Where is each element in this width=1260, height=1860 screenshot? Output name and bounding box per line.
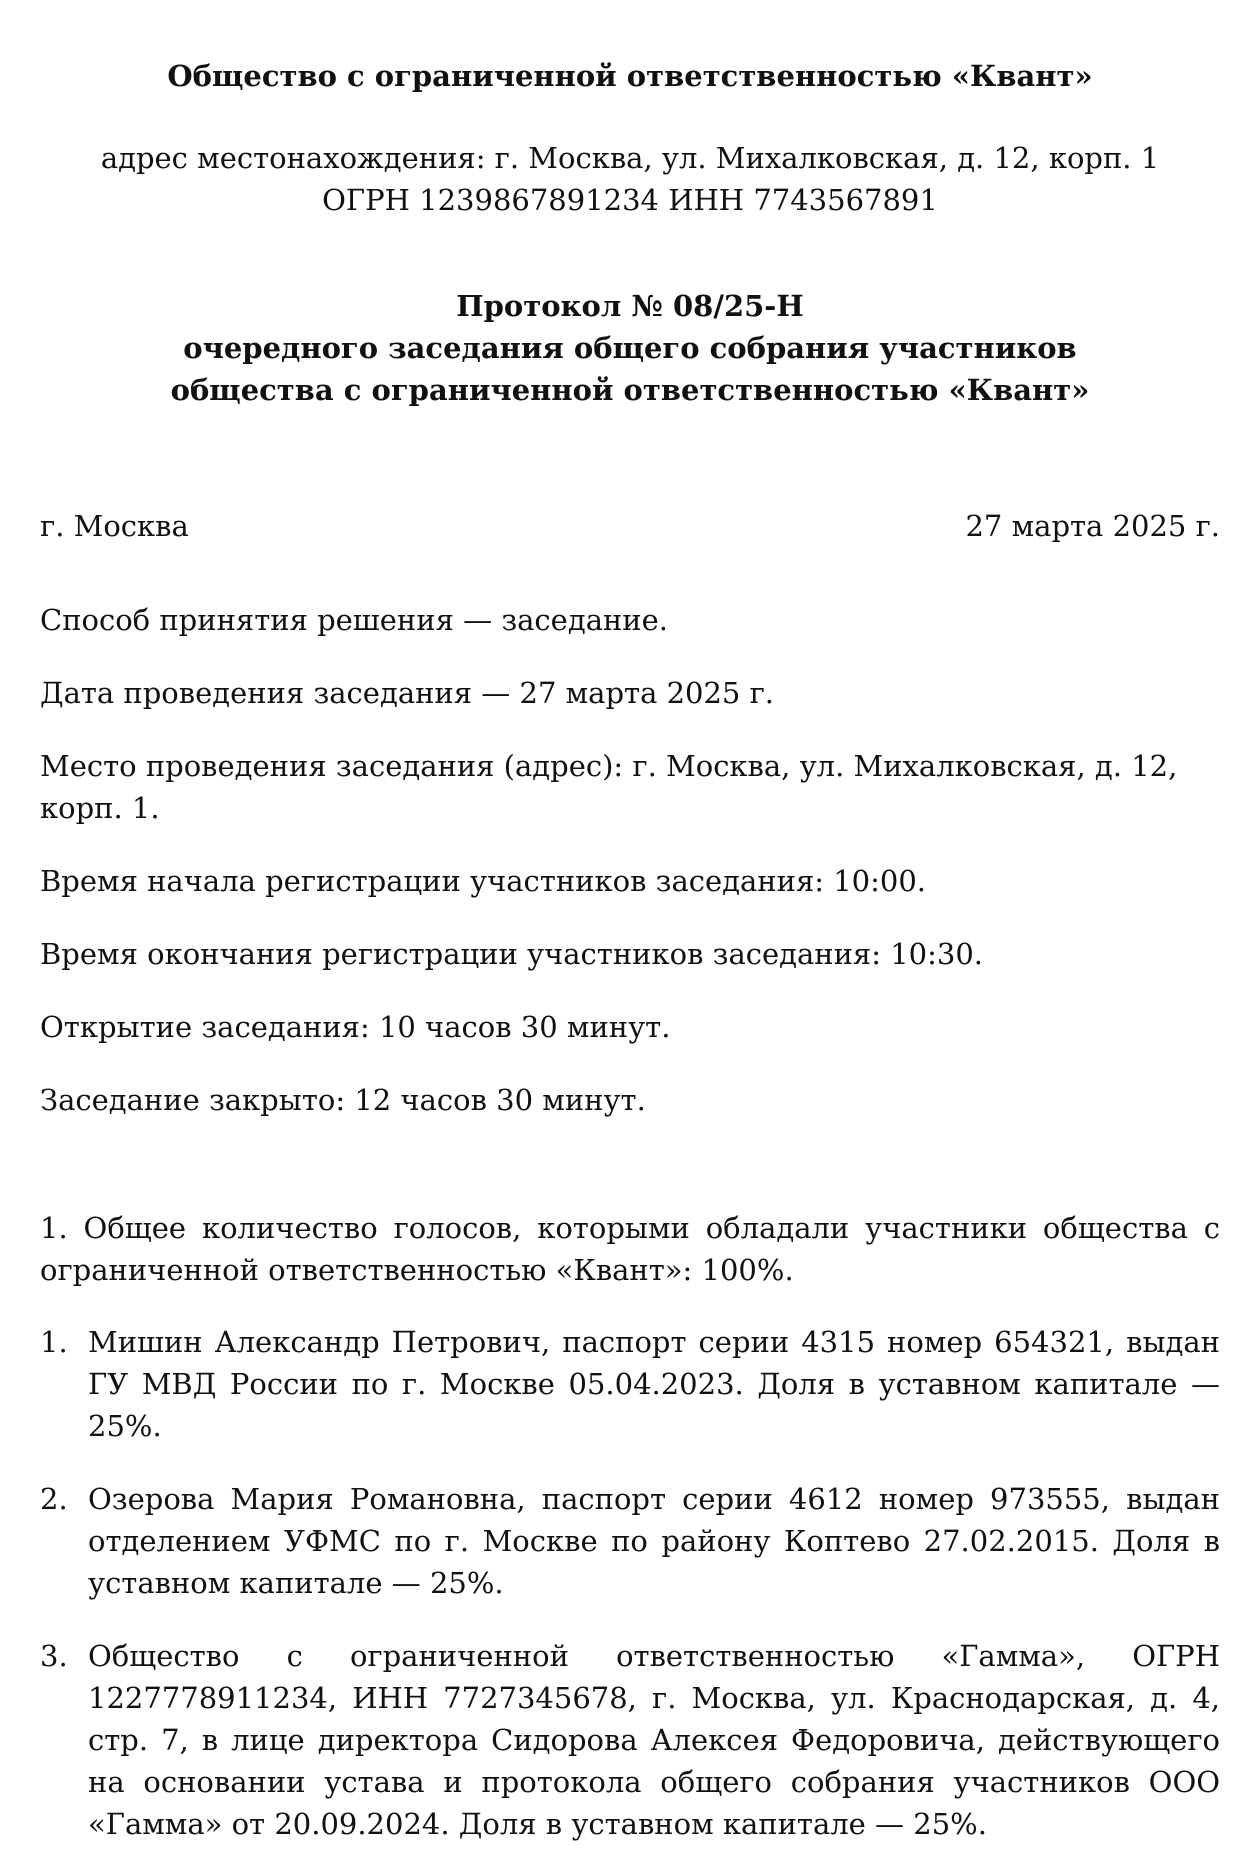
org-details xyxy=(40,137,1220,221)
field-meeting-place: Место проведения заседания (адрес): г. Москва, ул. Михалковская, д. 12, корп. 1. xyxy=(40,749,1178,825)
list-item-text: Озерова Мария Романовна, паспорт серии 4612 номер 973555, выдан отделением УФМС по г. Москве по району Коптево 27.02.2015. Доля в уставном капитале — 25%. xyxy=(88,1482,1220,1600)
org-title: Общество с ограниченной ответственностью «Квант» xyxy=(167,59,1093,93)
list-item-text: Общество с ограниченной ответственностью «Гамма», ОГРН 1227778911234, ИНН 7727345678, г. Москва, ул. Краснодарская, д. 4, стр. 7, в лице директора Сидорова Алексея Федоровича, действующего на основании устава и протокола общего собрания участников ООО «Гамма» от 20.09.2024. Доля в уставном капитале — 25%. xyxy=(88,1639,1220,1841)
total-votes-paragraph: 1. Общее количество голосов, которыми обладали участники общества с ограниченной ответственностью «Квант»: 100%. xyxy=(40,1211,1220,1287)
list-item xyxy=(40,1478,1220,1604)
place-date-row xyxy=(40,505,1220,547)
field-meeting-open: Открытие заседания: 10 часов 30 минут. xyxy=(40,1010,671,1044)
list-item xyxy=(40,1321,1220,1447)
protocol-subtitle-1: очередного заседания общего собрания участников xyxy=(183,331,1077,365)
field-meeting-date: Дата проведения заседания — 27 марта 2025 г. xyxy=(40,676,775,710)
field-registration-start: Время начала регистрации участников заседания: 10:00. xyxy=(40,864,927,898)
field-meeting-close: Заседание закрыто: 12 часов 30 минут. xyxy=(40,1083,646,1117)
protocol-subtitle-2: общества с ограниченной ответственностью «Квант» xyxy=(170,373,1090,407)
list-item-number: 3. xyxy=(40,1639,68,1673)
list-item-number: 1. xyxy=(40,1325,68,1359)
list-item-number: 2. xyxy=(40,1482,68,1516)
org-address: адрес местонахождения: г. Москва, ул. Михалковская, д. 12, корп. 1 xyxy=(100,141,1160,175)
org-ids: ОГРН 1239867891234 ИНН 7743567891 xyxy=(322,183,938,217)
protocol-heading xyxy=(40,285,1220,411)
field-registration-end: Время окончания регистрации участников заседания: 10:30. xyxy=(40,937,984,971)
meeting-fields xyxy=(40,599,1220,1121)
protocol-title: Протокол № 08/25-Н xyxy=(456,289,804,323)
meeting-city: г. Москва xyxy=(40,509,189,543)
participants-list xyxy=(40,1321,1220,1845)
list-item-text: Мишин Александр Петрович, паспорт серии 4315 номер 654321, выдан ГУ МВД России по г. Москве 05.04.2023. Доля в уставном капитале — 25%. xyxy=(88,1325,1220,1443)
meeting-date: 27 марта 2025 г. xyxy=(965,509,1220,543)
list-item xyxy=(40,1635,1220,1845)
field-decision-method: Способ принятия решения — заседание. xyxy=(40,603,669,637)
